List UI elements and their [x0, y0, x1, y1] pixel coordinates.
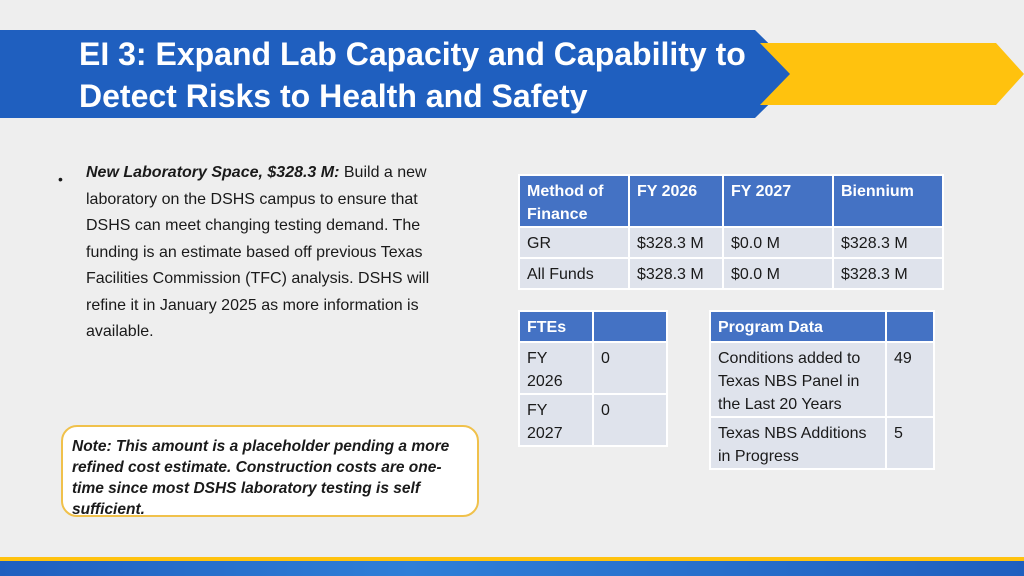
accent-arrow: [760, 43, 1024, 105]
header-program-data: Program Data: [710, 311, 886, 342]
program-data-table: [709, 310, 935, 470]
table-row: [519, 258, 943, 289]
bullet-body: Build a new laboratory on the DSHS campus to ensure that DSHS can meet changing testing demand. The funding is an estimate based off previous Texas Facilities Commission (TFC) analysis. DSHS will refine it in January 2025 as more information is available.: [86, 164, 430, 340]
header-ftes: FTEs: [519, 311, 593, 342]
table-row: [519, 394, 667, 446]
table-cell: 0: [593, 342, 667, 394]
note-box: Note: This amount is a placeholder pending a more refined cost estimate. Construction costs are one-time since most DSHS laboratory testing is self sufficient.: [61, 425, 479, 517]
table-header-row: [519, 175, 943, 227]
slide-title: EI 3: Expand Lab Capacity and Capability to Detect Risks to Health and Safety: [79, 36, 746, 114]
header-fy2026: FY 2026: [629, 175, 723, 227]
footer-stripe-blue: [0, 561, 1024, 576]
table-cell: All Funds: [519, 258, 629, 289]
table-cell: $0.0 M: [723, 258, 833, 289]
table-row: [710, 417, 934, 469]
table-cell: GR: [519, 227, 629, 258]
header-biennium: Biennium: [833, 175, 943, 227]
fte-table: [518, 310, 668, 447]
header-blank: [593, 311, 667, 342]
table-row: [519, 342, 667, 394]
table-cell: $328.3 M: [629, 227, 723, 258]
table-cell: Texas NBS Additions in Progress: [710, 417, 886, 469]
table-cell: FY 2027: [519, 394, 593, 446]
table-cell: $328.3 M: [833, 258, 943, 289]
header-fy2027: FY 2027: [723, 175, 833, 227]
table-row: [710, 342, 934, 417]
table-cell: 5: [886, 417, 934, 469]
table-row: [519, 227, 943, 258]
bullet-paragraph: [86, 160, 466, 346]
finance-table: [518, 174, 944, 290]
header-blank: [886, 311, 934, 342]
table-cell: FY 2026: [519, 342, 593, 394]
table-header-row: [519, 311, 667, 342]
bullet-marker: •: [58, 171, 63, 187]
header-method-of-finance: Method of Finance: [519, 175, 629, 227]
bullet-lead: New Laboratory Space, $328.3 M:: [86, 164, 340, 181]
table-cell: $328.3 M: [833, 227, 943, 258]
table-cell: $0.0 M: [723, 227, 833, 258]
table-header-row: [710, 311, 934, 342]
table-cell: 0: [593, 394, 667, 446]
table-cell: Conditions added to Texas NBS Panel in the Last 20 Years: [710, 342, 886, 417]
table-cell: 49: [886, 342, 934, 417]
table-cell: $328.3 M: [629, 258, 723, 289]
